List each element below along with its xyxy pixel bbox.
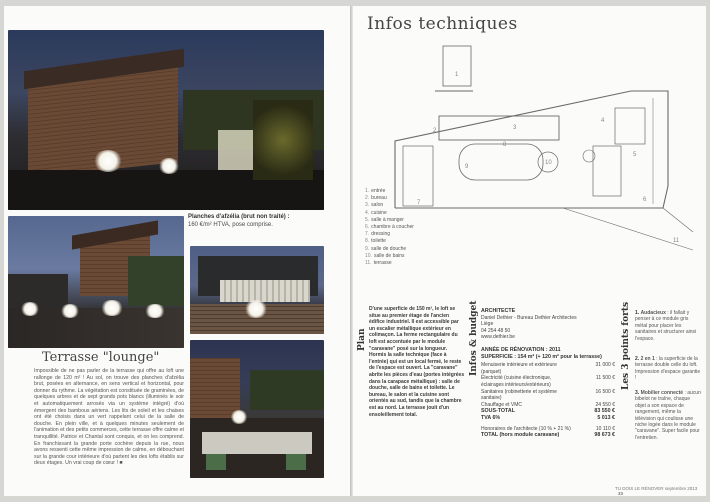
plan-num-10: 10 bbox=[545, 160, 552, 166]
renovation-year: ANNÉE DE RÉNOVATION : 2011 bbox=[481, 346, 561, 353]
page-number: 33 bbox=[618, 491, 624, 496]
architect-line: Daniel Dethier - Bureau Dethier Architectes bbox=[481, 314, 577, 321]
right-page bbox=[353, 6, 706, 496]
legend-item: 9. salle de douche bbox=[365, 245, 407, 252]
plan-description: D'une superficie de 150 m², le loft se situe au premier étage de l'ancien édifice industriel. Il est accessible par un escalier métallique extérieur en colimaçon. La ferme rectangulaire du loft est accentuée par le module "caravane" posé sur la longueur. Hormis la salle technique (face à l'entrée) qui est un local fermé, le reste de l'espace est ouvert. La "caravane" abrite les pièces d'eau (portes intégrées dans la carapace métallique) : salle de douche, salle de bains et toilette. Le bureau, le salon et la cuisine sont orientés au sud, tandis que la chambre est au nord. La terrasse jouit d'un ensoleillement total. bbox=[369, 306, 465, 418]
terrace-night-photo bbox=[8, 30, 324, 210]
budget-side-label: Infos & budget bbox=[469, 300, 479, 376]
plan-num-9: 9 bbox=[465, 164, 469, 170]
legend-item: 4. cuisine bbox=[365, 209, 387, 216]
architect-line: Liège bbox=[481, 321, 494, 328]
caption-price: 160 €/m² HTVA, pose comprise. bbox=[188, 221, 273, 228]
legend-item: 7. dressing bbox=[365, 231, 391, 238]
plan-legend bbox=[365, 188, 414, 267]
plan-num-5: 5 bbox=[633, 152, 637, 158]
wood-caption bbox=[188, 214, 338, 229]
architect-line: 04 254 48 50 bbox=[481, 327, 511, 334]
architect-label: ARCHITECTE bbox=[481, 308, 516, 314]
legend-item: 6. chambre à coucher bbox=[365, 224, 414, 231]
lounge-seating-photo bbox=[190, 340, 324, 478]
point-1: 1. Audacieux : il fallait y penser à ce module gris métal pour placer les sanitaires et structurer ainsi l'espace. bbox=[635, 310, 697, 342]
budget-row: Électricité (cuisine électronique, éclairages intérieurs/extérieurs) 11 500 € bbox=[481, 375, 615, 388]
plan-side-label: Plan bbox=[357, 328, 367, 351]
plan-num-7: 7 bbox=[417, 200, 421, 206]
plan-num-1: 1 bbox=[455, 72, 459, 78]
legend-item: 10. salle de bains bbox=[365, 252, 405, 259]
legend-item: 1. entrée bbox=[365, 188, 386, 194]
subtotal-row: SOUS-TOTAL 83 550 € bbox=[481, 408, 615, 415]
plan-num-11: 11 bbox=[673, 238, 680, 244]
budget-row: Menuiserie intérieure et extérieure (parquet) 31 000 € bbox=[481, 362, 615, 375]
terrace-body: Impossible de ne pas parler de la terrasse qui offre au loft une rallonge de 120 m² ! Au sol, on trouve des planches d'afzélia brut, posées en alternance, en sens vertical et horizontal, pour donner du rythme. La végétation est constituée de graminées, de quelques arbres et de sept grands pots blancs (illuminés le soir et automatiquement arrosés via un système intégré) d'où émergent des bambous aériens. Les lits de soleil et les chaises ont été choisis dans un vert rappelant celui de la salle de douche. En plein ville, et à quelques minutes seulement de l'animation et des petits commerces, cette terrasse offre calme et tranquillité. Patrice et Chantal sont conquis, et on les comprend. En franchissant la grande porte cochère depuis la rue, nous avons ressenti cette même impression de calme, en débouchant sur la grande cour intérieure d'où partent les des lofts établis sur deux étages. Un vrai coup de cœur ! ■ bbox=[34, 368, 184, 467]
page-title: Infos techniques bbox=[367, 14, 518, 34]
points-side-label: Les 3 points forts bbox=[621, 301, 631, 390]
page-footer: TU DOIS LE RÉNOVER septembre 2013 33 bbox=[615, 486, 698, 496]
plan-num-2: 2 bbox=[433, 128, 437, 134]
terrace-title: Terrasse "lounge" bbox=[42, 350, 160, 365]
point-3: 3. Mobilier connecté : aucun bibelot ne traîne, chaque objet a son espace de rangement, même la télévision qui coulisse une niche logée dans le module "caravane". Super facile pour l'entretien. bbox=[635, 390, 701, 441]
legend-item: 11. terrasse bbox=[365, 260, 392, 267]
plan-num-8: 8 bbox=[503, 142, 507, 148]
legend-item: 3. salon bbox=[365, 202, 384, 209]
plan-num-4: 4 bbox=[601, 118, 605, 124]
legend-item: 5. salle à manger bbox=[365, 216, 404, 223]
terrace-planks-photo bbox=[190, 246, 324, 334]
fees-row: Honoraires de l'architecte (10 % + 21 %) 10 110 € bbox=[481, 425, 615, 432]
legend-item: 8. toilette bbox=[365, 238, 386, 245]
budget-column bbox=[481, 308, 615, 439]
caption-title: Planches d'afzélia (brut non traité) : bbox=[188, 214, 290, 220]
architect-line: www.dethier.be bbox=[481, 334, 515, 341]
total-row: TOTAL (hors module caravane) 98 673 € bbox=[481, 432, 615, 439]
vat-row: TVA 6% 5 013 € bbox=[481, 414, 615, 421]
left-page bbox=[4, 6, 350, 496]
plan-num-6: 6 bbox=[643, 197, 647, 203]
legend-item: 2. bureau bbox=[365, 195, 387, 202]
budget-row: Sanitaires (robinetterie et système sanitaire) 16 500 € bbox=[481, 388, 615, 402]
budget-row: Chauffage et VMC 24 550 € bbox=[481, 401, 615, 408]
point-2: 2. 2 en 1 : la superficie de la terrasse double celle du loft. Impression d'espace garantie ! bbox=[635, 356, 701, 382]
surface: SUPERFICIE : 154 m² (+ 120 m² pour la terrasse) bbox=[481, 353, 602, 360]
terrace-dusk-photo bbox=[8, 216, 184, 348]
plan-num-3: 3 bbox=[513, 125, 517, 131]
